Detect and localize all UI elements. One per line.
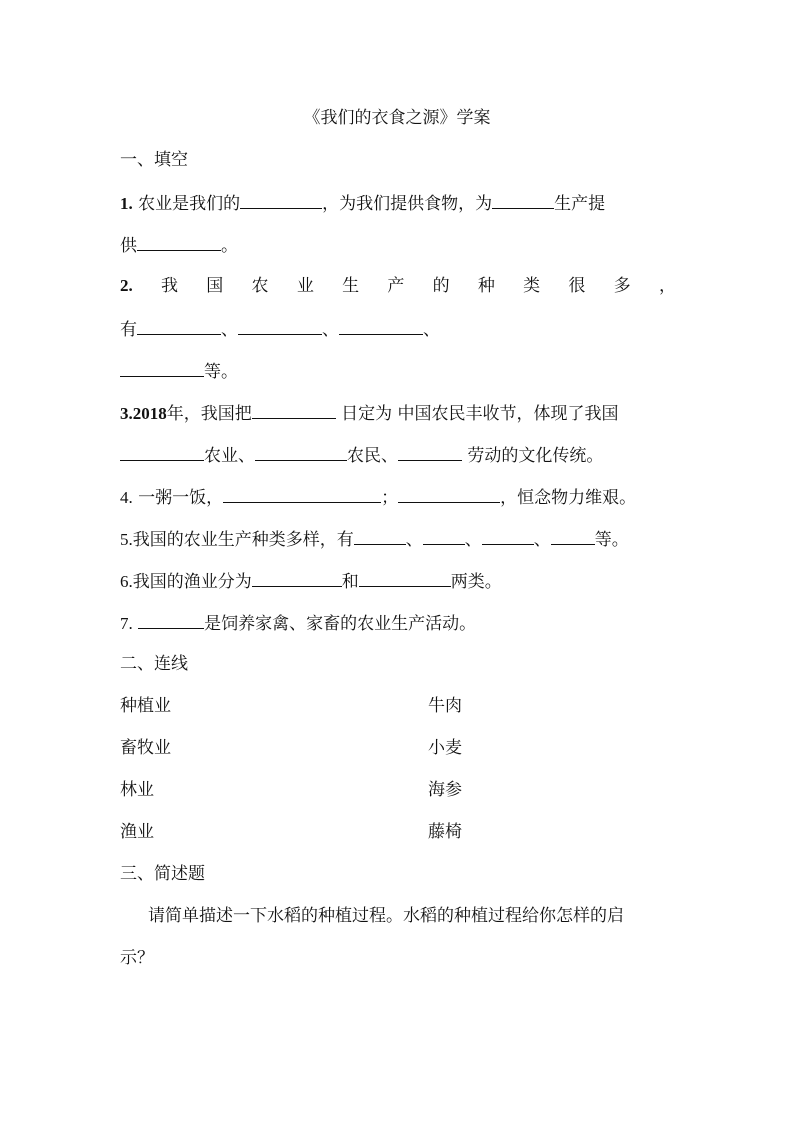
question-text: 农业是我们的 <box>138 194 241 214</box>
answer-blank[interactable] <box>137 232 221 251</box>
separator: 、 <box>405 530 423 550</box>
question-text: 两类。 <box>450 572 502 592</box>
question-number: 6. <box>120 572 133 591</box>
question-7 <box>120 610 476 636</box>
short-answer-prompt-line-2: 示？ <box>120 948 154 968</box>
question-5 <box>120 526 629 552</box>
answer-blank[interactable] <box>492 190 554 209</box>
question-char: 的 <box>432 276 450 296</box>
match-left-item[interactable]: 渔业 <box>120 822 154 842</box>
question-char: 业 <box>296 276 314 296</box>
answer-blank[interactable] <box>252 568 342 587</box>
answer-blank[interactable] <box>398 484 500 503</box>
answer-blank[interactable] <box>240 190 322 209</box>
match-right-item[interactable]: 牛肉 <box>428 696 462 716</box>
separator: 、 <box>464 530 482 550</box>
question-char: ， <box>658 276 676 296</box>
answer-blank[interactable] <box>255 442 347 461</box>
answer-blank[interactable] <box>252 400 336 419</box>
question-text: 日定为 中国农民丰收节，体现了我国 <box>341 404 619 424</box>
question-number: 1. <box>120 194 133 213</box>
question-text: ； <box>381 488 399 508</box>
section-heading-short-answer: 三、简述题 <box>120 864 205 884</box>
question-char: 农 <box>251 276 269 296</box>
question-text: 等。 <box>594 530 629 550</box>
separator: 、 <box>533 530 551 550</box>
section-heading-fill-blank: 一、填空 <box>120 150 188 170</box>
question-char: 多 <box>613 276 631 296</box>
question-2-line-2 <box>120 316 440 342</box>
match-left-item[interactable]: 畜牧业 <box>120 738 171 758</box>
answer-blank[interactable] <box>137 316 221 335</box>
separator: 、 <box>221 320 238 340</box>
question-number: 4. <box>120 488 133 507</box>
question-number: 5. <box>120 530 133 549</box>
answer-blank[interactable] <box>238 316 322 335</box>
match-right-item[interactable]: 藤椅 <box>428 822 462 842</box>
section-heading-matching: 二、连线 <box>120 654 188 674</box>
answer-blank[interactable] <box>339 316 423 335</box>
question-number: 7. <box>120 614 133 633</box>
question-1-line-1 <box>120 190 605 216</box>
question-text: 供 <box>120 236 137 256</box>
question-text: 我国的农业生产种类多样，有 <box>132 530 354 550</box>
question-3-line-1 <box>120 400 619 426</box>
short-answer-prompt-line-1: 请简单描述一下水稻的种植过程。水稻的种植过程给你怎样的启 <box>148 906 624 926</box>
answer-blank[interactable] <box>354 526 406 545</box>
question-char: 种 <box>477 276 495 296</box>
question-char: 我 <box>161 276 179 296</box>
question-1-line-2 <box>120 232 238 258</box>
question-char: 生 <box>342 276 360 296</box>
question-text: 劳动的文化传统。 <box>467 446 604 466</box>
answer-blank[interactable] <box>223 484 381 503</box>
match-left-item[interactable]: 林业 <box>120 780 154 800</box>
answer-blank[interactable] <box>359 568 451 587</box>
question-text: 是饲养家禽、家畜的农业生产活动。 <box>204 614 477 634</box>
answer-blank[interactable] <box>138 610 204 629</box>
question-text: 我国的渔业分为 <box>132 572 252 592</box>
question-text: ，为我们提供食物，为 <box>322 194 493 214</box>
answer-blank[interactable] <box>482 526 534 545</box>
separator: 、 <box>423 320 440 340</box>
question-6 <box>120 568 502 594</box>
question-text: 有 <box>120 320 137 340</box>
answer-blank[interactable] <box>423 526 465 545</box>
match-right-item[interactable]: 海参 <box>428 780 462 800</box>
question-char: 产 <box>387 276 405 296</box>
separator: 、 <box>322 320 339 340</box>
question-text: 农民、 <box>347 446 398 466</box>
question-text: 等。 <box>204 362 238 382</box>
match-right-item[interactable]: 小麦 <box>428 738 462 758</box>
question-3-line-2 <box>120 442 603 468</box>
question-char: 国 <box>206 276 224 296</box>
question-number: 2. <box>120 276 133 295</box>
answer-blank[interactable] <box>120 358 204 377</box>
question-text: 农业、 <box>204 446 255 466</box>
question-2-line-1 <box>120 274 676 298</box>
question-char: 很 <box>568 276 586 296</box>
answer-blank[interactable] <box>120 442 204 461</box>
answer-blank[interactable] <box>551 526 595 545</box>
page-title: 《我们的衣食之源》学案 <box>303 108 491 128</box>
question-text: 一粥一饭， <box>138 488 224 508</box>
question-text: 生产提 <box>554 194 606 214</box>
question-text: 。 <box>221 236 238 256</box>
question-text: ，恒念物力维艰。 <box>500 488 637 508</box>
question-char: 类 <box>523 276 541 296</box>
question-text: 和 <box>341 572 359 592</box>
question-2-line-3 <box>120 358 238 384</box>
question-4 <box>120 484 636 510</box>
match-left-item[interactable]: 种植业 <box>120 696 171 716</box>
answer-blank[interactable] <box>398 442 462 461</box>
question-number: 3.2018 <box>120 404 167 423</box>
question-text: 年，我国把 <box>166 404 252 424</box>
